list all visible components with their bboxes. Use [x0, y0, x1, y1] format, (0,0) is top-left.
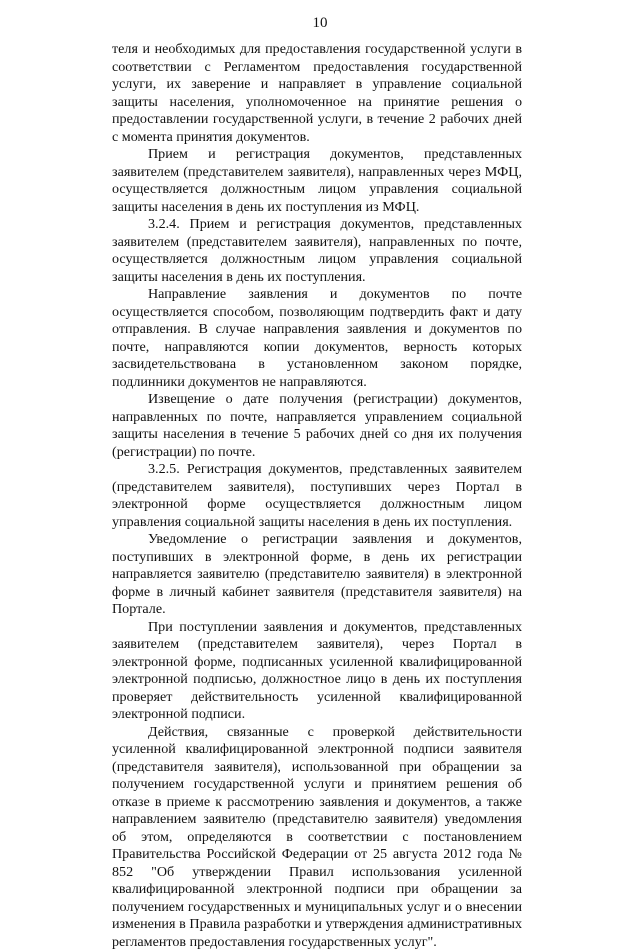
paragraph-postal-sending: Направление заявления и документов по почте осуществляется способом, позволяющим подтвердить факт и дату отправления. В случае направления заявления и документов по почте, направляются копии документов, верность которых засвидетельствована в установленном законом порядке, подлинники документов не направляются. [112, 286, 522, 391]
paragraph-3-2-4: 3.2.4. Прием и регистрация документов, представленных заявителем (представителем заявителя), направленных по почте, осуществляется должностным лицом управления социальной защиты населения в день их поступления. [112, 216, 522, 286]
paragraph-signature-check: При поступлении заявления и документов, представленных заявителем (представителем заявителя), через Портал в электронной форме, подписанных усиленной квалифицированной электронной подписью, должностное лицо в день их поступления проверяет действительность усиленной квалифицированной электронной подписи. [112, 619, 522, 724]
paragraph-mfc-registration: Прием и регистрация документов, представленных заявителем (представителем заявителя), направленных через МФЦ, осуществляется должностным лицом управления социальной защиты населения в день их поступления из МФЦ. [112, 146, 522, 216]
paragraph-government-decree: Действия, связанные с проверкой действительности усиленной квалифицированной электронной подписи заявителя (представителя заявителя), использованной при обращении за получением государственной услуги и принятием решения об отказе в приеме к рассмотрению заявления и документов, а также направлением заявителю (представителю заявителя) уведомления об этом, определяются в соответствии с постановлением Правительства Российской Федерации от 25 августа 2012 года № 852 "Об утверждении Правил использования усиленной квалифицированной электронной подписи при обращении за получением государственных и муниципальных услуг и о внесении изменения в Правила разработки и утверждения административных регламентов предоставления государственных услуг". [112, 724, 522, 951]
paragraph-3-2-5: 3.2.5. Регистрация документов, представленных заявителем (представителем заявителя), поступивших через Портал в электронной форме осуществляется должностным лицом управления социальной защиты населения в день их поступления. [112, 461, 522, 531]
paragraph-continuation: теля и необходимых для предоставления государственной услуги в соответствии с Регламентом предоставления государственной услуги, их заверение и направляет в управление социальной защиты населения, уполномоченное на принятие решения о предоставлении государственной услуги, в течение 2 рабочих дней с момента принятия документов. [112, 41, 522, 146]
page-number: 10 [0, 14, 640, 32]
body-text [112, 41, 522, 951]
paragraph-postal-notice: Извещение о дате получения (регистрации) документов, направленных по почте, направляется управлением социальной защиты населения в течение 5 рабочих дней со дня их получения (регистрации) по почте. [112, 391, 522, 461]
paragraph-electronic-notification: Уведомление о регистрации заявления и документов, поступивших в электронной форме, в день их регистрации направляется заявителю (представителю заявителя) в электронной форме в личный кабинет заявителя (представителя заявителя) на Портале. [112, 531, 522, 619]
